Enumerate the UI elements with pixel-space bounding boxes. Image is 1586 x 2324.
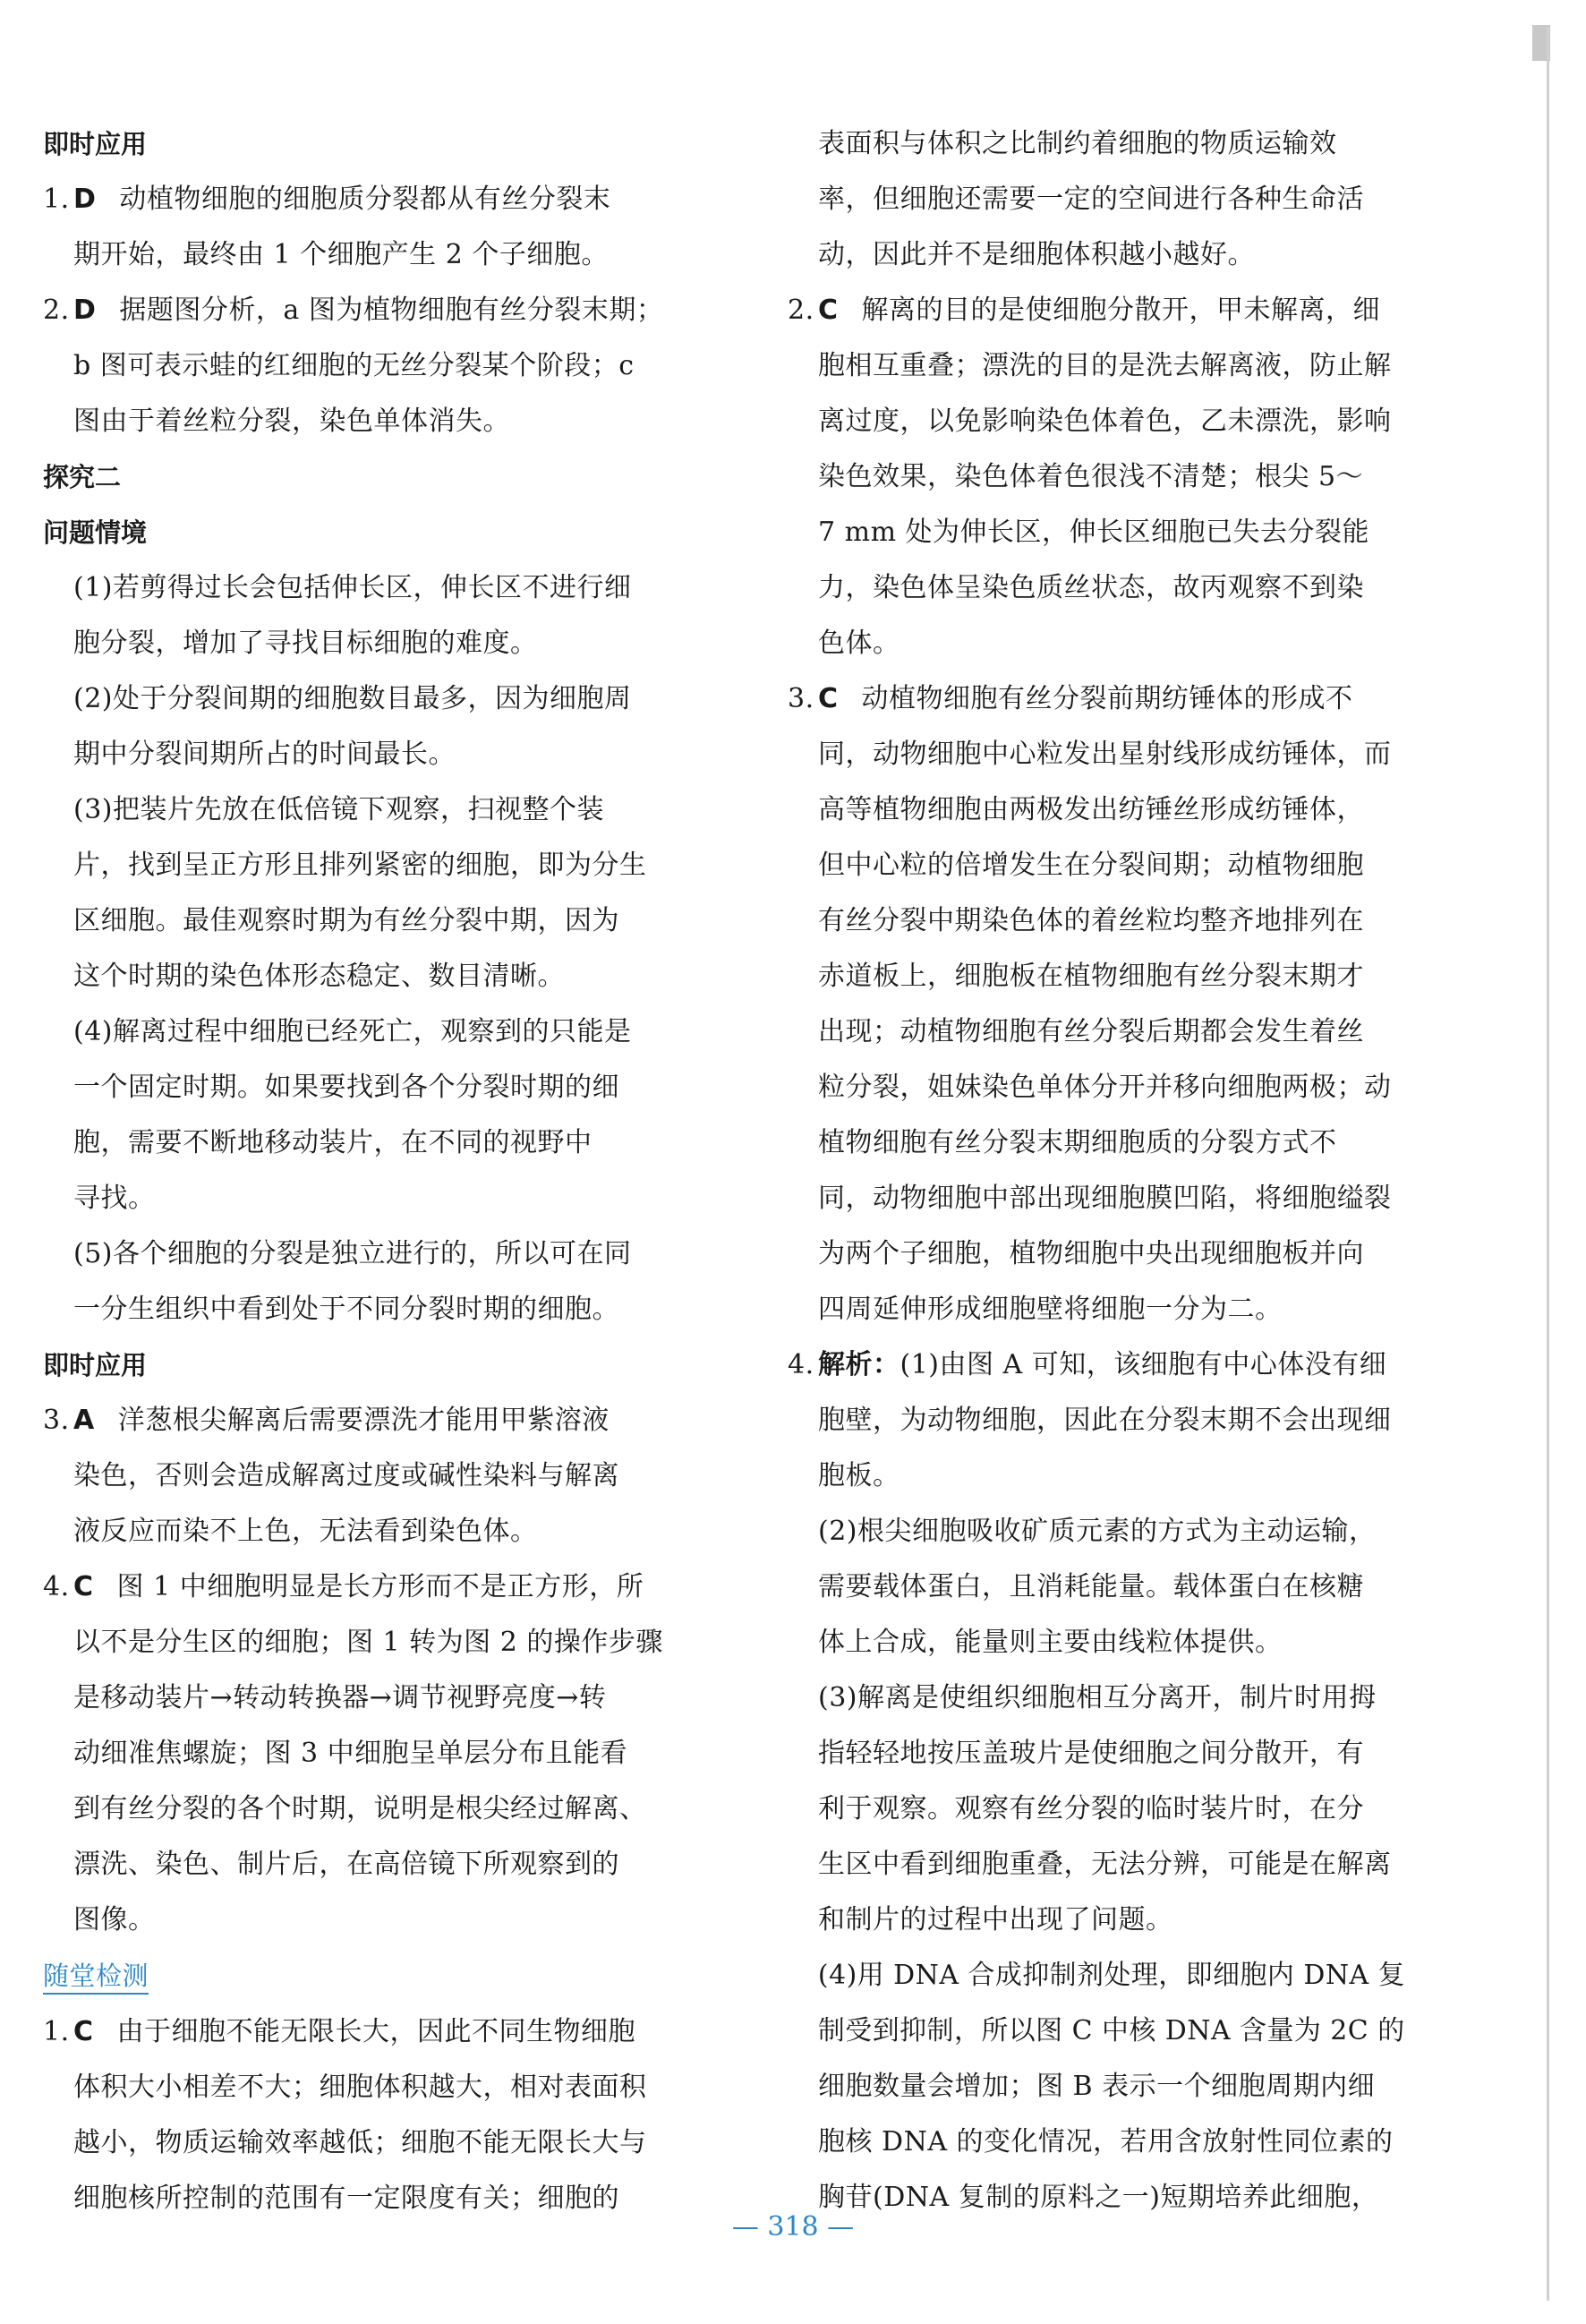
item-number: 1.	[43, 2016, 70, 2047]
text-line: 率，但细胞还需要一定的空间进行各种生命活	[818, 184, 1364, 215]
text-line: 区细胞。最佳观察时期为有丝分裂中期，因为	[73, 905, 619, 936]
answer-letter: C	[818, 683, 839, 714]
answer-item	[43, 283, 678, 338]
text-line: 以不是分生区的细胞；图 1 转为图 2 的操作步骤	[73, 1627, 663, 1658]
text-line: 胞板。	[818, 1460, 900, 1491]
text-line: 指轻轻地按压盖玻片是使细胞之间分散开，有	[818, 1738, 1364, 1769]
text-line: 体上合成，能量则主要由线粒体提供。	[818, 1627, 1283, 1658]
answer-text: 解离的目的是使细胞分散开，甲未解离，细	[861, 295, 1381, 326]
answer-letter: D	[73, 184, 97, 215]
text-line: 同，动物细胞中部出现细胞膜凹陷，将细胞缢裂	[818, 1183, 1392, 1214]
page-number: — 318 —	[731, 2211, 855, 2243]
item-number: 3.	[43, 1405, 70, 1436]
text-line: 粒分裂，姐妹染色单体分开并移向细胞两极；动	[818, 1072, 1392, 1103]
text-line: 胞分裂，增加了寻找目标细胞的难度。	[73, 628, 538, 659]
answer-letter: A	[73, 1405, 95, 1436]
text-line: 片，找到呈正方形且排列紧密的细胞，即为分生	[73, 850, 647, 881]
text-line: (3)解离是使组织细胞相互分离开，制片时用拇	[818, 1682, 1377, 1713]
answer-text: 洋葱根尖解离后需要漂洗才能用甲紫溶液	[117, 1405, 610, 1436]
text-line: 7 mm 处为伸长区，伸长区细胞已失去分裂能	[818, 517, 1370, 548]
section-heading: 探究二	[43, 462, 122, 492]
text-line: (2)处于分裂间期的细胞数目最多，因为细胞周	[73, 683, 632, 714]
text-line: 这个时期的染色体形态稳定、数目清晰。	[73, 961, 565, 992]
answer-item	[788, 671, 1405, 727]
text-line: 图由于着丝粒分裂，染色单体消失。	[73, 406, 510, 437]
text-line: 为两个子细胞，植物细胞中央出现细胞板并向	[818, 1238, 1364, 1269]
text-line: 胸苷(DNA 复制的原料之一)短期培养此细胞，	[818, 2182, 1379, 2213]
text-line: (1)若剪得过长会包括伸长区，伸长区不进行细	[73, 572, 632, 603]
text-line: 细胞数量会增加；图 B 表示一个细胞周期内细	[818, 2071, 1376, 2102]
item-number: 4.	[43, 1571, 70, 1602]
answer-text: 动植物细胞有丝分裂前期纺锤体的形成不	[861, 683, 1353, 714]
text-line: 胞核 DNA 的变化情况，若用含放射性同位素的	[818, 2126, 1394, 2157]
left-column	[43, 116, 678, 2226]
text-line: 染色，否则会造成解离过度或碱性染料与解离	[73, 1460, 619, 1491]
text-line: 一分生组织中看到处于不同分裂时期的细胞。	[73, 1294, 619, 1325]
item-number: 3.	[788, 683, 814, 714]
item-number: 1.	[43, 184, 70, 215]
answer-letter: C	[73, 1571, 94, 1602]
text-line: 离过度，以免影响染色体着色，乙未漂洗，影响	[818, 406, 1392, 437]
page-edge	[1547, 27, 1549, 2301]
answer-text: 据题图分析，a 图为植物细胞有丝分裂末期；	[119, 295, 664, 326]
text-line: 色体。	[818, 628, 900, 659]
answer-text: 动植物细胞的细胞质分裂都从有丝分裂末	[119, 184, 611, 215]
section-heading: 即时应用	[43, 1350, 148, 1380]
text-line: (4)解离过程中细胞已经死亡，观察到的只能是	[73, 1016, 632, 1047]
text-line: 制受到抑制，所以图 C 中核 DNA 含量为 2C 的	[817, 2015, 1405, 2046]
right-column	[788, 116, 1405, 2226]
answer-letter: D	[73, 295, 97, 326]
text-line: 植物细胞有丝分裂末期细胞质的分裂方式不	[818, 1127, 1337, 1158]
text-line: 有丝分裂中期染色体的着丝粒均整齐地排列在	[818, 905, 1364, 936]
text-line: 到有丝分裂的各个时期，说明是根尖经过解离、	[73, 1793, 647, 1824]
text-line: (3)把装片先放在低倍镜下观察，扫视整个装	[73, 794, 604, 825]
section-heading: 即时应用	[43, 129, 148, 159]
text-line: 表面积与体积之比制约着细胞的物质运输效	[818, 128, 1337, 159]
section-heading: 问题情境	[43, 517, 148, 548]
text-line: 动，因此并不是细胞体积越小越好。	[818, 239, 1255, 270]
answer-text: 由于细胞不能无限长大，因此不同生物细胞	[116, 2016, 636, 2047]
text-line: 四周延伸形成细胞壁将细胞一分为二。	[818, 1294, 1283, 1325]
text-line: 动细准焦螺旋；图 3 中细胞呈单层分布且能看	[73, 1738, 628, 1769]
text-line: 漂洗、染色、制片后，在高倍镜下所观察到的	[73, 1849, 619, 1880]
text-line: (5)各个细胞的分裂是独立进行的，所以可在同	[73, 1238, 632, 1269]
text-line: 一个固定时期。如果要找到各个分裂时期的细	[73, 1072, 619, 1103]
item-number: 4.	[788, 1349, 814, 1380]
text-line: 出现；动植物细胞有丝分裂后期都会发生着丝	[818, 1016, 1364, 1047]
answer-item	[43, 1559, 678, 1615]
text-line: 体积大小相差不大；细胞体积越大，相对表面积	[73, 2072, 647, 2103]
section-tag	[43, 1948, 149, 2004]
item-number: 2.	[788, 295, 814, 326]
text-line: 赤道板上，细胞板在植物细胞有丝分裂末期才	[818, 961, 1364, 992]
text-line: 利于观察。观察有丝分裂的临时装片时，在分	[818, 1793, 1364, 1824]
text-line: 是移动装片→转动转换器→调节视野亮度→转	[73, 1682, 607, 1713]
text-line: 高等植物细胞由两极发出纺锤丝形成纺锤体，	[818, 794, 1364, 825]
text-line: 细胞核所控制的范围有一定限度有关；细胞的	[73, 2183, 619, 2214]
text-line: 同，动物细胞中心粒发出星射线形成纺锤体，而	[818, 739, 1392, 770]
text-line: 期中分裂间期所占的时间最长。	[73, 739, 456, 770]
text-line: 胞相互重叠；漂洗的目的是洗去解离液，防止解	[818, 350, 1392, 381]
text-line: 需要载体蛋白，且消耗能量。载体蛋白在核糖	[818, 1571, 1364, 1602]
answer-letter: 解析：	[818, 1349, 900, 1380]
text-line: 但中心粒的倍增发生在分裂间期；动植物细胞	[818, 850, 1364, 881]
answer-item	[788, 283, 1405, 338]
text-line: 胞壁，为动物细胞，因此在分裂末期不会出现细	[818, 1405, 1392, 1436]
text-line: 图像。	[73, 1904, 156, 1935]
text-line: 寻找。	[73, 1183, 156, 1214]
answer-item	[788, 1337, 1405, 1393]
answer-letter: C	[73, 2016, 94, 2047]
answer-item	[43, 2004, 678, 2060]
answer-letter: C	[818, 295, 839, 326]
text-line: (4)用 DNA 合成抑制剂处理，即细胞内 DNA 复	[817, 1960, 1406, 1991]
text-line: 染色效果，染色体着色很浅不清楚；根尖 5～	[818, 461, 1364, 492]
section-tag-label: 随堂检测	[43, 1961, 149, 1995]
text-line: 越小，物质运输效率越低；细胞不能无限长大与	[73, 2127, 647, 2158]
text-line: 期开始，最终由 1 个细胞产生 2 个子细胞。	[73, 239, 609, 270]
text-line: (2)根尖细胞吸收矿质元素的方式为主动运输，	[818, 1516, 1377, 1547]
text-line: 和制片的过程中出现了问题。	[818, 1904, 1173, 1935]
text-line: 力，染色体呈染色质丝状态，故丙观察不到染	[818, 572, 1364, 603]
text-line: 生区中看到细胞重叠，无法分辨，可能是在解离	[818, 1849, 1392, 1880]
answer-text: 图 1 中细胞明显是长方形而不是正方形，所	[116, 1571, 644, 1602]
text-line: 液反应而染不上色，无法看到染色体。	[73, 1516, 538, 1547]
text-line: 胞，需要不断地移动装片，在不同的视野中	[73, 1127, 593, 1158]
answer-item	[43, 1393, 678, 1448]
section-tag-line	[43, 1948, 678, 2004]
answer-text: (1)由图 A 可知，该细胞有中心体没有细	[900, 1349, 1387, 1380]
item-number: 2.	[43, 295, 70, 326]
answer-item	[43, 172, 678, 227]
text-line: b 图可表示蛙的红细胞的无丝分裂某个阶段；c	[73, 350, 635, 381]
